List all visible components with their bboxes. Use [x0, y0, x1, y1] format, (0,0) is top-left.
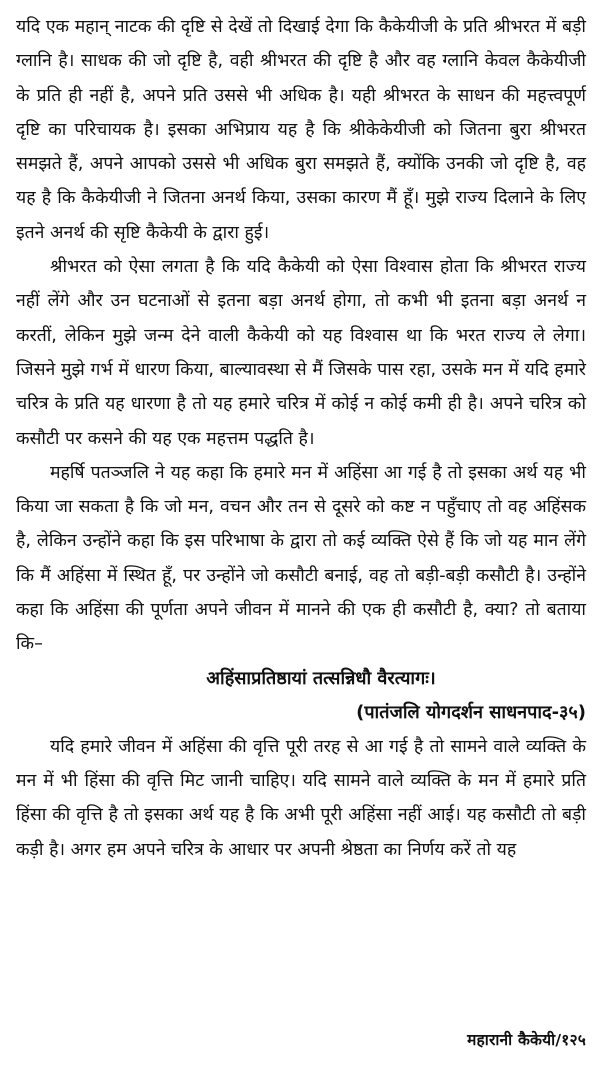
- page-body: [16, 10, 586, 867]
- page-footer: महारानी कैकेयी/१२५: [467, 1031, 586, 1049]
- paragraph-4: यदि हमारे जीवन में अहिंसा की वृत्ति पूरी तरह से आ गई है तो सामने वाले व्यक्ति के मन में भी हिंसा की वृत्ति मिट जानी चाहिए। यदि सामने वाले व्यक्ति के मन में हमारे प्रति हिंसा की वृत्ति है तो इसका अर्थ यह है कि अभी पूरी अहिंसा नहीं आई। यह कसौटी तो बड़ी कड़ी है। अगर हम अपने चरित्र के आधार पर अपनी श्रेष्ठता का निर्णय करें तो यह: [16, 736, 586, 860]
- paragraph-2: श्रीभरत को ऐसा लगता है कि यदि कैकेयी को ऐसा विश्वास होता कि श्रीभरत राज्य नहीं लेंगे और उन घटनाओं से इतना बड़ा अनर्थ होगा, तो कभी भी इतना बड़ा अनर्थ न करतीं, लेकिन मुझे जन्म देने वाली कैकेयी को यह विश्वास था कि भरत राज्य ले लेगा। जिसने मुझे गर्भ में धारण किया, बाल्यावस्था से मैं जिसके पास रहा, उसके मन में यदि हमारे चरित्र के प्रति यह धारणा है तो यह हमारे चरित्र में कोई न कोई कमी ही है। अपने चरित्र को कसौटी पर कसने की यह एक महत्तम पद्धति है।: [16, 257, 586, 449]
- verse-source: (पातंजलि योगदर्शन साधनपाद-३५): [356, 701, 586, 723]
- paragraph-3: महर्षि पतञ्जलि ने यह कहा कि हमारे मन में अहिंसा आ गई है तो इसका अर्थ यह भी किया जा सकता है कि जो मन, वचन और तन से दूसरे को कष्ट न पहुँचाए तो वह अहिंसक है, लेकिन उन्होंने कहा कि इस परिभाषा के द्वारा तो कई व्यक्ति ऐसे हैं कि जो यह मान लेंगे कि मैं अहिंसा में स्थित हूँ, पर उन्होंने जो कसौटी बनाई, वह तो बड़ी-बड़ी कसौटी है। उन्होंने कहा कि अहिंसा की पूर्णता अपने जीवन में मानने की एक ही कसौटी है, क्या? तो बताया कि–: [16, 462, 586, 655]
- paragraph-1: यदि एक महान् नाटक की दृष्टि से देखें तो दिखाई देगा कि कैकेयीजी के प्रति श्रीभरत में बड़ी ग्लानि है। साधक की जो दृष्टि है, वही श्रीभरत की दृष्टि है और वह ग्लानि केवल कैकेयीजी के प्रति ही नहीं है, अपने प्रति उससे भी अधिक है। यही श्रीभरत के साधन की महत्त्वपूर्ण दृष्टि का परिचायक है। इसका अभिप्राय यह है कि श्रीकेकेयीजी को जितना बुरा श्रीभरत समझते हैं, अपने आपको उससे भी अधिक बुरा समझते हैं, क्योंकि उनकी जो दृष्टि है, वह यह है कि कैकेयीजी ने जितना अनर्थ किया, उसका कारण मैं हूँ। मुझे राज्य दिलाने के लिए इतने अनर्थ की सृष्टि कैकेयी के द्वारा हुई।: [16, 17, 586, 243]
- sanskrit-verse: अहिंसाप्रतिष्ठायां तत्सन्निधौ वैरत्यागः।: [206, 667, 436, 689]
